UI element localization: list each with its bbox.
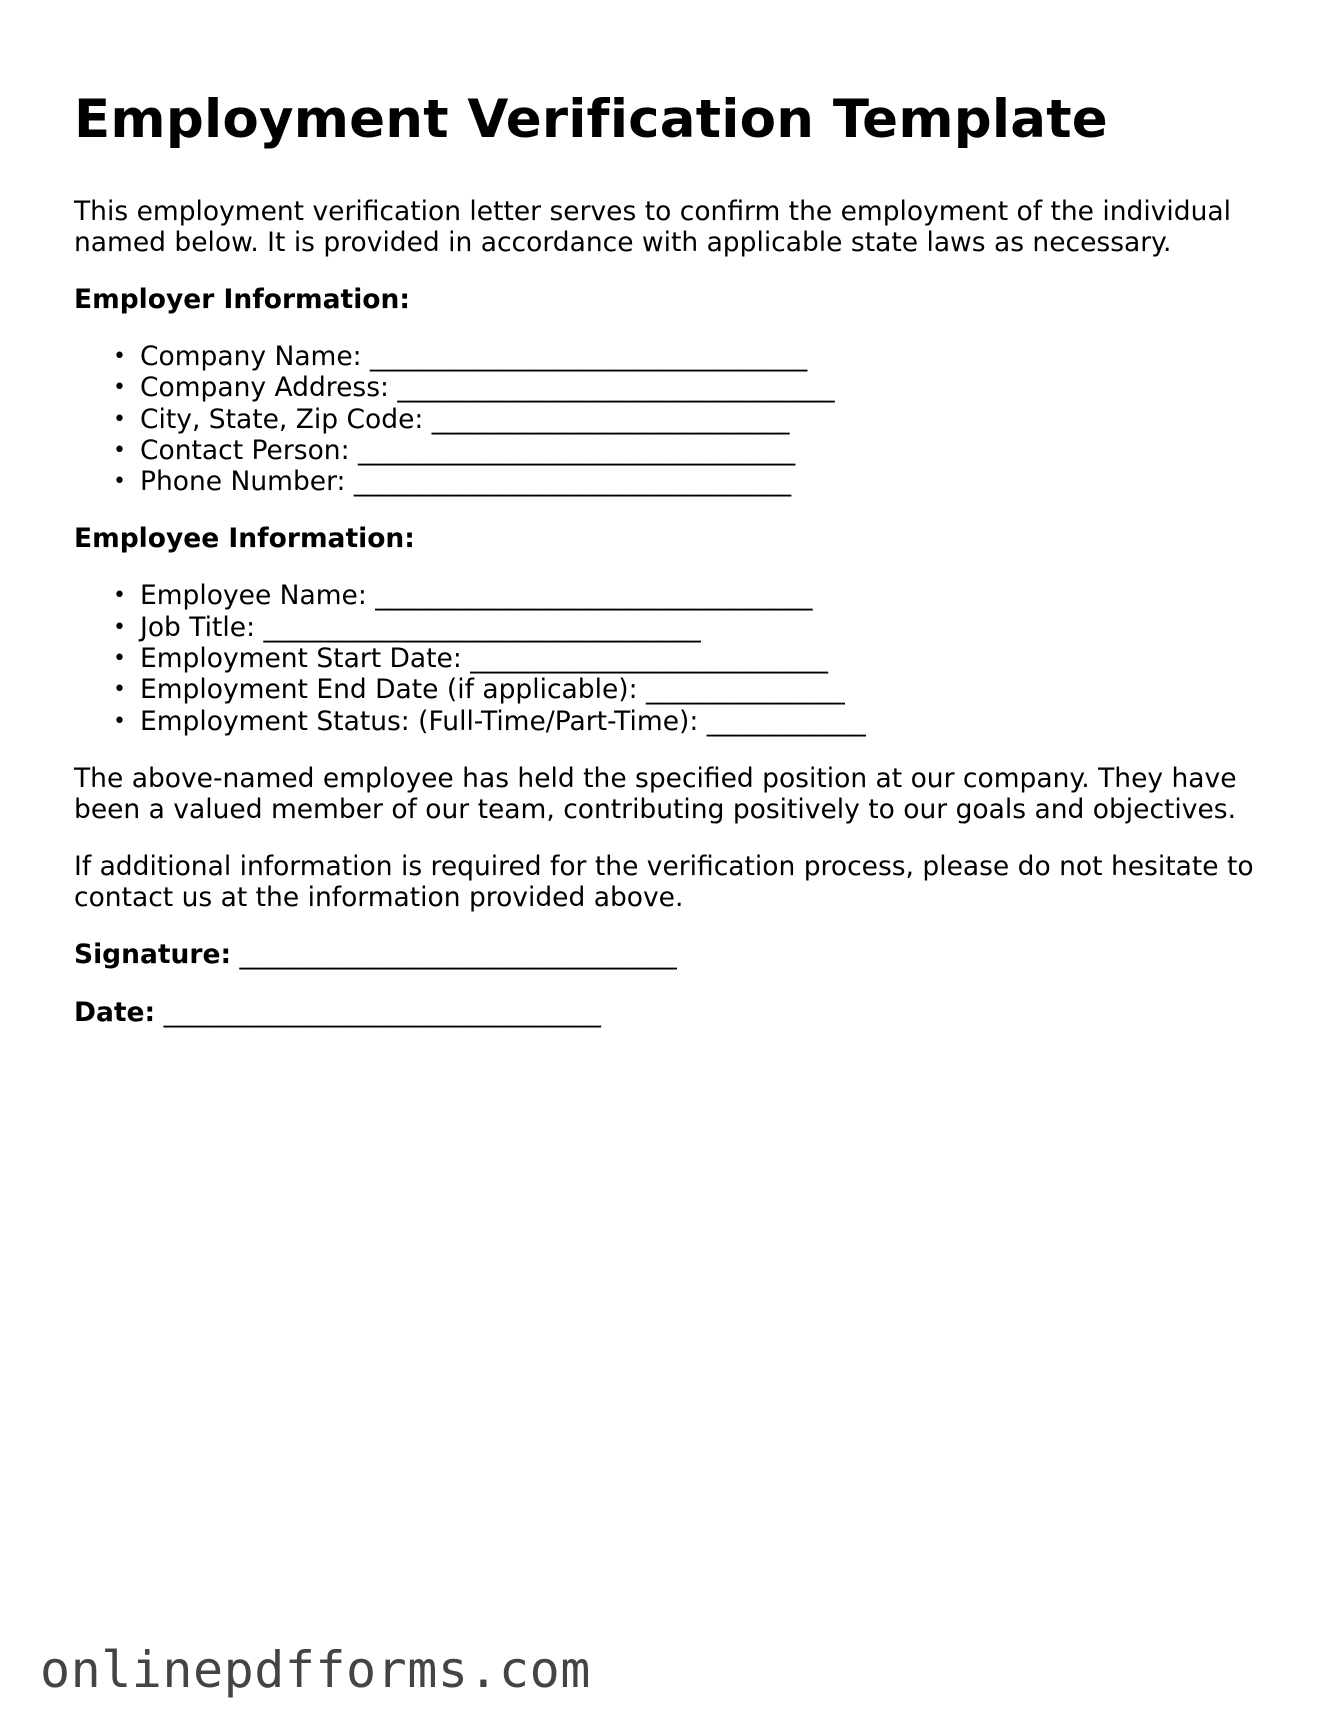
field-label: Employment Start Date: [140,643,462,675]
bullet-icon: • [113,469,126,495]
field-label: City, State, Zip Code: [140,403,424,435]
field-blank[interactable]: _________________________________ [375,580,813,612]
intro-paragraph: This employment verification letter serves to confirm the employment of the individual named below. It is provided in accordance with applicable state laws as necessary. [74,196,1232,258]
field-label: Contact Person: [140,434,350,466]
employer-field-company-name [113,341,1274,372]
employee-field-list [74,580,1274,736]
employer-section-heading: Employer Information: [74,284,410,315]
field-label: Employment Status: (Full-Time/Part-Time): [140,705,699,737]
bullet-icon: • [113,437,126,463]
employee-field-start-date [113,643,1274,675]
bullet-icon: • [113,708,126,734]
employer-field-contact-person [113,434,1274,466]
field-blank[interactable]: ___________________________ [431,403,790,435]
bullet-icon: • [113,406,126,432]
employee-field-job-title [113,611,1274,643]
employee-field-name [113,580,1274,612]
contact-paragraph: If additional information is required for the verification process, please do not hesitate to contact us at the information provided above. [74,850,1254,913]
employee-field-status [113,705,1274,737]
signature-line [74,939,1274,970]
date-line [74,997,1274,1028]
field-blank[interactable]: _______________ [645,674,845,706]
employer-field-city-state-zip [113,403,1274,435]
bullet-icon: • [113,344,126,369]
field-blank[interactable]: _________________________________ [397,372,835,404]
employee-section-heading: Employee Information: [74,523,415,555]
signature-blank[interactable]: _________________________________ [239,938,677,970]
field-blank[interactable]: _________________________________ [357,434,796,466]
signature-label: Signature: [74,938,232,970]
field-blank[interactable]: ___________________________ [470,643,828,675]
employer-field-company-address [113,372,1274,404]
bullet-icon: • [113,614,126,640]
field-label: Employment End Date (if applicable): [140,674,638,706]
document-page [74,88,1274,1055]
field-blank[interactable]: _________________________________ [370,341,808,372]
field-label: Company Name: [140,341,362,372]
field-label: Job Title: [140,611,255,643]
field-label: Phone Number: [140,466,346,498]
site-watermark: onlinepdfforms.com [40,1641,591,1699]
field-label: Company Address: [140,372,389,404]
field-blank[interactable]: _________________________________ [263,611,701,643]
date-blank[interactable]: _________________________________ [163,996,601,1028]
employee-confirmation-paragraph: The above-named employee has held the specified position at our company. They have been a valued member of our team, contributing positively to our goals and objectives. [74,762,1237,825]
field-blank[interactable]: _________________________________ [353,466,792,498]
bullet-icon: • [113,583,126,609]
employer-field-list [74,341,1274,497]
employer-field-phone-number [113,466,1274,498]
date-label: Date: [74,996,156,1028]
employee-field-end-date [113,674,1274,706]
field-label: Employee Name: [140,580,367,612]
bullet-icon: • [113,646,126,672]
document-title: Employment Verification Template [74,89,1108,150]
field-blank[interactable]: ____________ [706,705,866,737]
bullet-icon: • [113,677,126,703]
bullet-icon: • [113,375,126,401]
